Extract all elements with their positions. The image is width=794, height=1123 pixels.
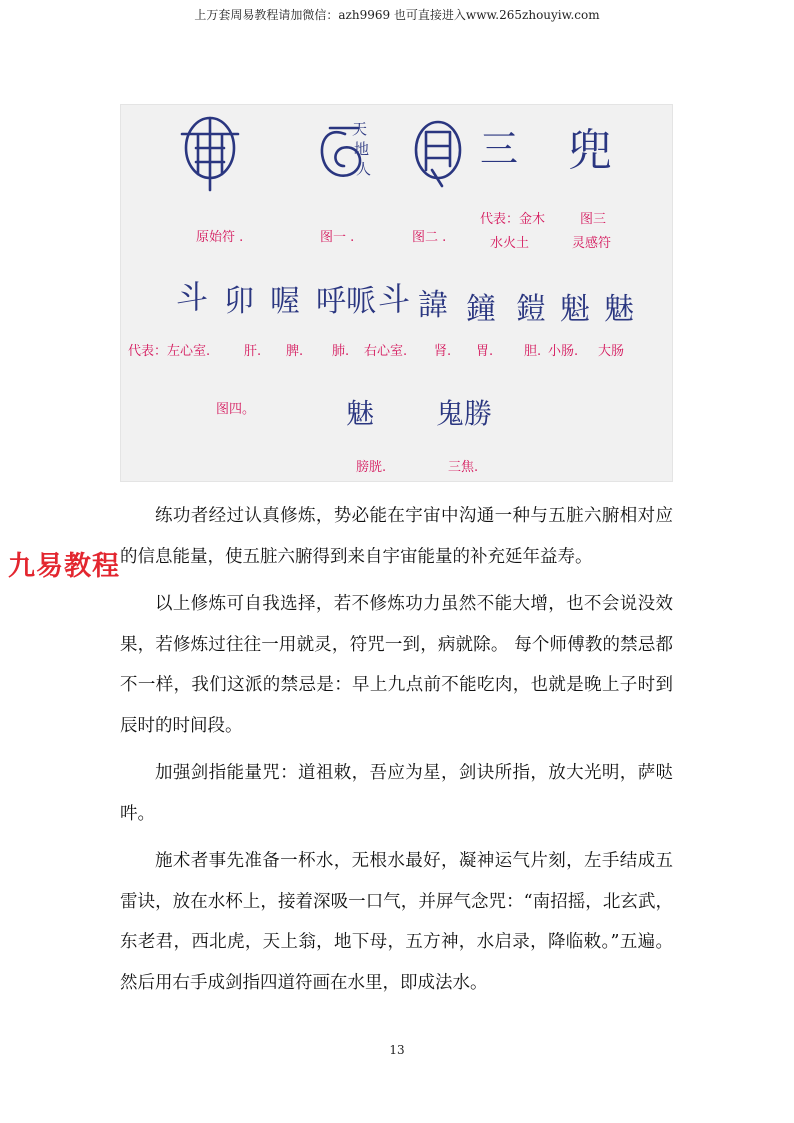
label-bladder: 膀胱.: [356, 460, 387, 475]
paragraph-4: 施术者事先准备一杯水，无根水最好，凝神运气片刻，左手结成五雷诀，放在水杯上，接着深吸一口气，并屏气念咒：“南招摇，北玄武，东老君，西北虎，天上翁，地下母，五方神，水启录，降临敕。”五遍。然后用右手成剑指四道符画在水里，即成法水。: [120, 851, 673, 993]
hand-char-7: 鐘: [466, 292, 496, 327]
paragraph-2: 以上修炼可自我选择，若不修炼功力虽然不能大增，也不会说没效果，若修炼过往往一用就灵，符咒一到，病就除。 每个师傅教的禁忌都不一样，我们这派的禁忌是：早上九点前不能吃肉，也就是晚上子时到辰时的时间段。: [120, 594, 673, 736]
label-represents-metal-wood: 代表：金木: [480, 212, 546, 227]
label-kidney: 肾.: [434, 344, 452, 359]
hand-char-tian: 天: [352, 120, 368, 138]
hand-char-3: 喔: [270, 284, 300, 319]
label-figure-three: 图三: [580, 212, 607, 227]
watermark-logo: 九易教程: [8, 551, 120, 582]
label-figure-four: 图四。: [216, 402, 256, 417]
label-figure-two: 图二 .: [412, 230, 447, 245]
label-water-fire-earth: 水火土: [490, 236, 530, 251]
label-figure-one: 图一 .: [320, 230, 355, 245]
hand-char-ren: 人: [356, 160, 372, 178]
label-san-jiao: 三焦.: [448, 460, 479, 475]
hand-char-dou: 兜: [568, 125, 612, 176]
paragraph-3: 加强剑指能量咒：道祖敕，吾应为星，剑诀所指，放大光明，萨哒吽。: [120, 763, 673, 824]
label-right-ventricle: 右心室.: [364, 344, 408, 359]
talisman-circle-2: [416, 122, 460, 178]
label-spleen: 脾.: [286, 344, 304, 359]
page-number: 13: [389, 1043, 405, 1057]
talisman-photo: [120, 104, 673, 482]
label-stomach: 胃.: [476, 344, 494, 359]
hand-char-10: 魅: [604, 292, 634, 327]
paragraph-1: 练功者经过认真修炼，势必能在宇宙中沟通一种与五脏六腑相对应的信息能量，使五脏六腑得到来自宇宙能量的补充延年益寿。: [120, 506, 673, 567]
hand-char-5: 斗: [378, 280, 411, 318]
label-original-talisman: 原始符 .: [196, 230, 244, 245]
body-text: [120, 496, 673, 1010]
hand-char-9: 魁: [560, 292, 590, 327]
label-large-intestine: 大肠: [598, 344, 625, 359]
hand-char-1: 斗: [176, 278, 209, 316]
hand-char-8: 鎧: [516, 292, 546, 327]
label-lung: 肺.: [332, 344, 350, 359]
label-liver: 肝.: [244, 344, 262, 359]
label-gallbladder: 胆.: [524, 344, 542, 359]
label-small-intestine: 小肠.: [548, 344, 579, 359]
label-left-ventricle: 代表：左心室.: [128, 344, 211, 359]
hand-char-sanjiao: 鬼勝: [436, 397, 493, 430]
hand-char-6: 諱: [418, 288, 448, 323]
hand-char-2: 卯: [224, 284, 254, 319]
label-inspiration-talisman: 灵感符: [572, 236, 612, 251]
hand-char-san: 三: [480, 127, 519, 171]
hand-char-4: 呼哌: [316, 284, 376, 319]
page-header: 上万套周易教程请加微信：azh9969 也可直接进入www.265zhouyiw.com: [194, 8, 600, 22]
hand-char-di: 地: [354, 140, 370, 158]
hand-char-bladder: 魅: [346, 397, 375, 430]
